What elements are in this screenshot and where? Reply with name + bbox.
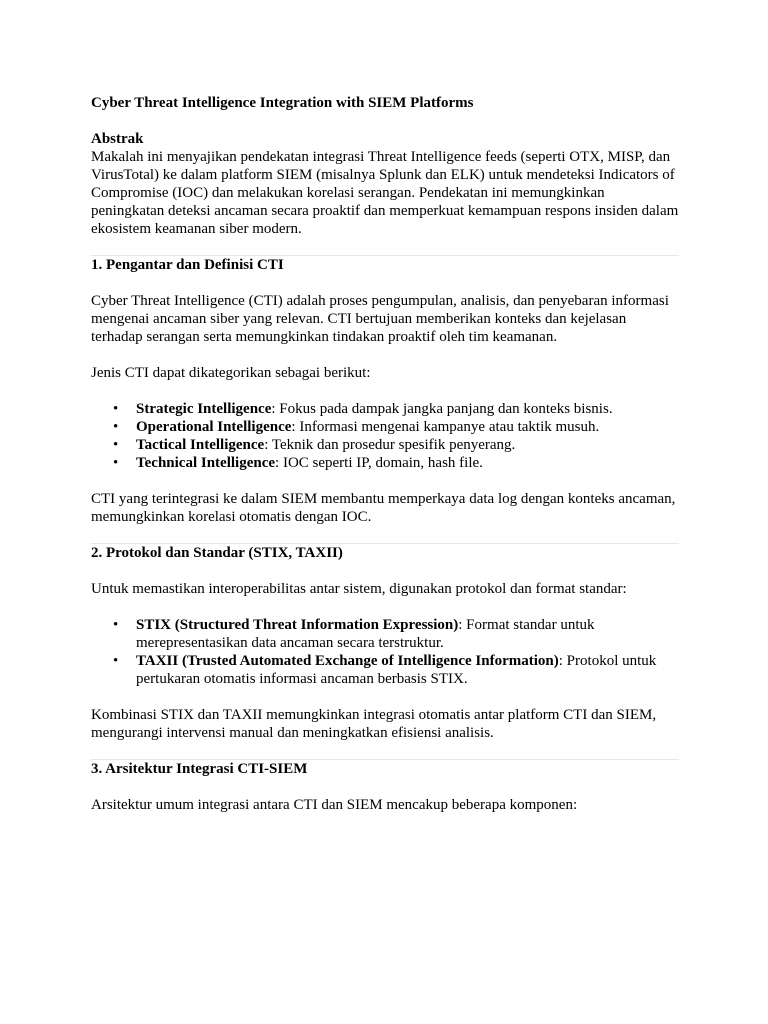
list-item-term: TAXII (Trusted Automated Exchange of Intelligence Information) xyxy=(136,653,559,669)
cti-types-list xyxy=(91,400,681,472)
document-title: Cyber Threat Intelligence Integration with SIEM Platforms xyxy=(91,95,474,111)
standards-list xyxy=(91,616,681,688)
list-item xyxy=(91,400,681,418)
list-item xyxy=(91,418,681,436)
bullet-icon: • xyxy=(113,455,119,471)
section2-paragraph: Untuk memastikan interoperabilitas antar sistem, digunakan protokol dan format standar: xyxy=(91,581,627,597)
list-item-desc: : IOC seperti IP, domain, hash file. xyxy=(275,455,483,471)
section1-paragraph: Jenis CTI dapat dikategorikan sebagai berikut: xyxy=(91,365,371,381)
bullet-icon: • xyxy=(113,437,119,453)
section-heading-2: 2. Protokol dan Standar (STIX, TAXII) xyxy=(91,545,343,561)
bullet-icon: • xyxy=(113,419,119,435)
list-item-term: Operational Intelligence xyxy=(136,419,292,435)
list-item xyxy=(91,616,681,652)
list-item-desc: : Format standar untuk merepresentasikan data ancaman secara terstruktur. xyxy=(136,617,595,651)
abstract-heading: Abstrak xyxy=(91,131,144,147)
abstract-text: Makalah ini menyajikan pendekatan integrasi Threat Intelligence feeds (seperti OTX, MISP, dan VirusTotal) ke dalam platform SIEM (misalnya Splunk dan ELK) untuk mendeteksi Indicators of Compromise (IOC) dan melakukan korelasi serangan. Pendekatan ini memungkinkan peningkatan deteksi ancaman secara proaktif dan memperkuat kemampuan respons insiden dalam ekosistem keamanan siber modern. xyxy=(91,149,679,237)
section1-paragraph: Cyber Threat Intelligence (CTI) adalah proses pengumpulan, analisis, dan penyebaran informasi mengenai ancaman siber yang relevan. CTI bertujuan memberikan konteks dan kejelasan terhadap serangan serta memungkinkan tindakan proaktif oleh tim keamanan. xyxy=(91,293,669,345)
list-item xyxy=(91,436,681,454)
list-item-desc: : Fokus pada dampak jangka panjang dan konteks bisnis. xyxy=(271,401,613,417)
document-page xyxy=(91,94,681,814)
section-heading-3: 3. Arsitektur Integrasi CTI-SIEM xyxy=(91,761,308,777)
bullet-icon: • xyxy=(113,653,119,669)
list-item-term: Technical Intelligence xyxy=(136,455,276,471)
section2-paragraph: Kombinasi STIX dan TAXII memungkinkan integrasi otomatis antar platform CTI dan SIEM, mengurangi intervensi manual dan meningkatkan efisiensi analisis. xyxy=(91,707,657,741)
list-item-desc: : Protokol untuk pertukaran otomatis informasi ancaman berbasis STIX. xyxy=(136,653,657,687)
list-item xyxy=(91,454,681,472)
list-item-term: STIX (Structured Threat Information Expression) xyxy=(136,617,459,633)
list-item-desc: : Informasi mengenai kampanye atau taktik musuh. xyxy=(291,419,600,435)
section3-paragraph: Arsitektur umum integrasi antara CTI dan SIEM mencakup beberapa komponen: xyxy=(91,797,578,813)
list-item-desc: : Teknik dan prosedur spesifik penyerang. xyxy=(264,437,516,453)
section1-paragraph: CTI yang terintegrasi ke dalam SIEM membantu memperkaya data log dengan konteks ancaman, memungkinkan korelasi otomatis dengan IOC. xyxy=(91,491,676,525)
bullet-icon: • xyxy=(113,401,119,417)
list-item-term: Tactical Intelligence xyxy=(136,437,265,453)
bullet-icon: • xyxy=(113,617,119,633)
list-item xyxy=(91,652,681,688)
list-item-term: Strategic Intelligence xyxy=(136,401,272,417)
section-heading-1: 1. Pengantar dan Definisi CTI xyxy=(91,257,284,273)
